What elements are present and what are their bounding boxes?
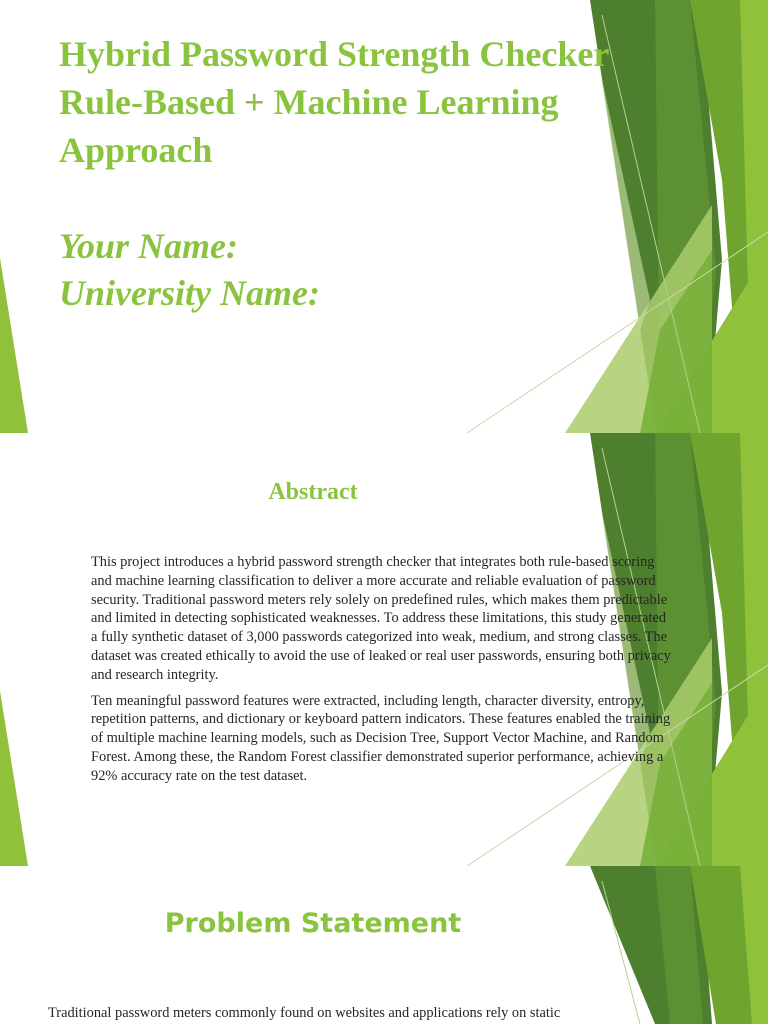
abstract-paragraph: Ten meaningful password features were extracted, including length, character diversity, entropy, repetition patterns, and dictionary or keyboard pattern indicators. These features enabled the training of multiple machine learning models, such as Decision Tree, Support Vector Machine, and Random Forest. Among these, the Random Forest classifier demonstrated superior performance, achieving a 92% accuracy rate on the test dataset. xyxy=(91,692,671,784)
title-line: Approach xyxy=(59,130,213,170)
problem-statement-slide xyxy=(0,866,768,1024)
green-triangle-decoration xyxy=(0,866,768,1024)
abstract-heading: Abstract xyxy=(268,479,358,505)
university-name-label: University Name: xyxy=(59,273,320,313)
presentation-title xyxy=(59,30,699,174)
your-name-label: Your Name: xyxy=(59,226,238,266)
abstract-body xyxy=(91,553,673,793)
title-slide xyxy=(0,0,768,433)
title-line: Rule-Based + Machine Learning xyxy=(59,82,559,122)
problem-statement-body: Traditional password meters commonly found on websites and applications rely on static xyxy=(48,1005,561,1021)
problem-statement-heading: Problem Statement xyxy=(164,908,462,939)
abstract-paragraph: This project introduces a hybrid password strength checker that integrates both rule-based scoring and machine learning classification to deliver a more accurate and reliable evaluation of password security. Traditional password meters rely solely on predefined rules, which makes them predictable and limited in detecting sophisticated weaknesses. To address these limitations, this study generated a fully synthetic dataset of 3,000 passwords categorized into weak, medium, and strong classes. The dataset was created ethically to avoid the use of leaked or real user passwords, ensuring both privacy and research integrity. xyxy=(91,554,671,683)
author-block xyxy=(59,223,320,317)
abstract-slide xyxy=(0,433,768,866)
title-line: Hybrid Password Strength Checker xyxy=(59,34,610,74)
